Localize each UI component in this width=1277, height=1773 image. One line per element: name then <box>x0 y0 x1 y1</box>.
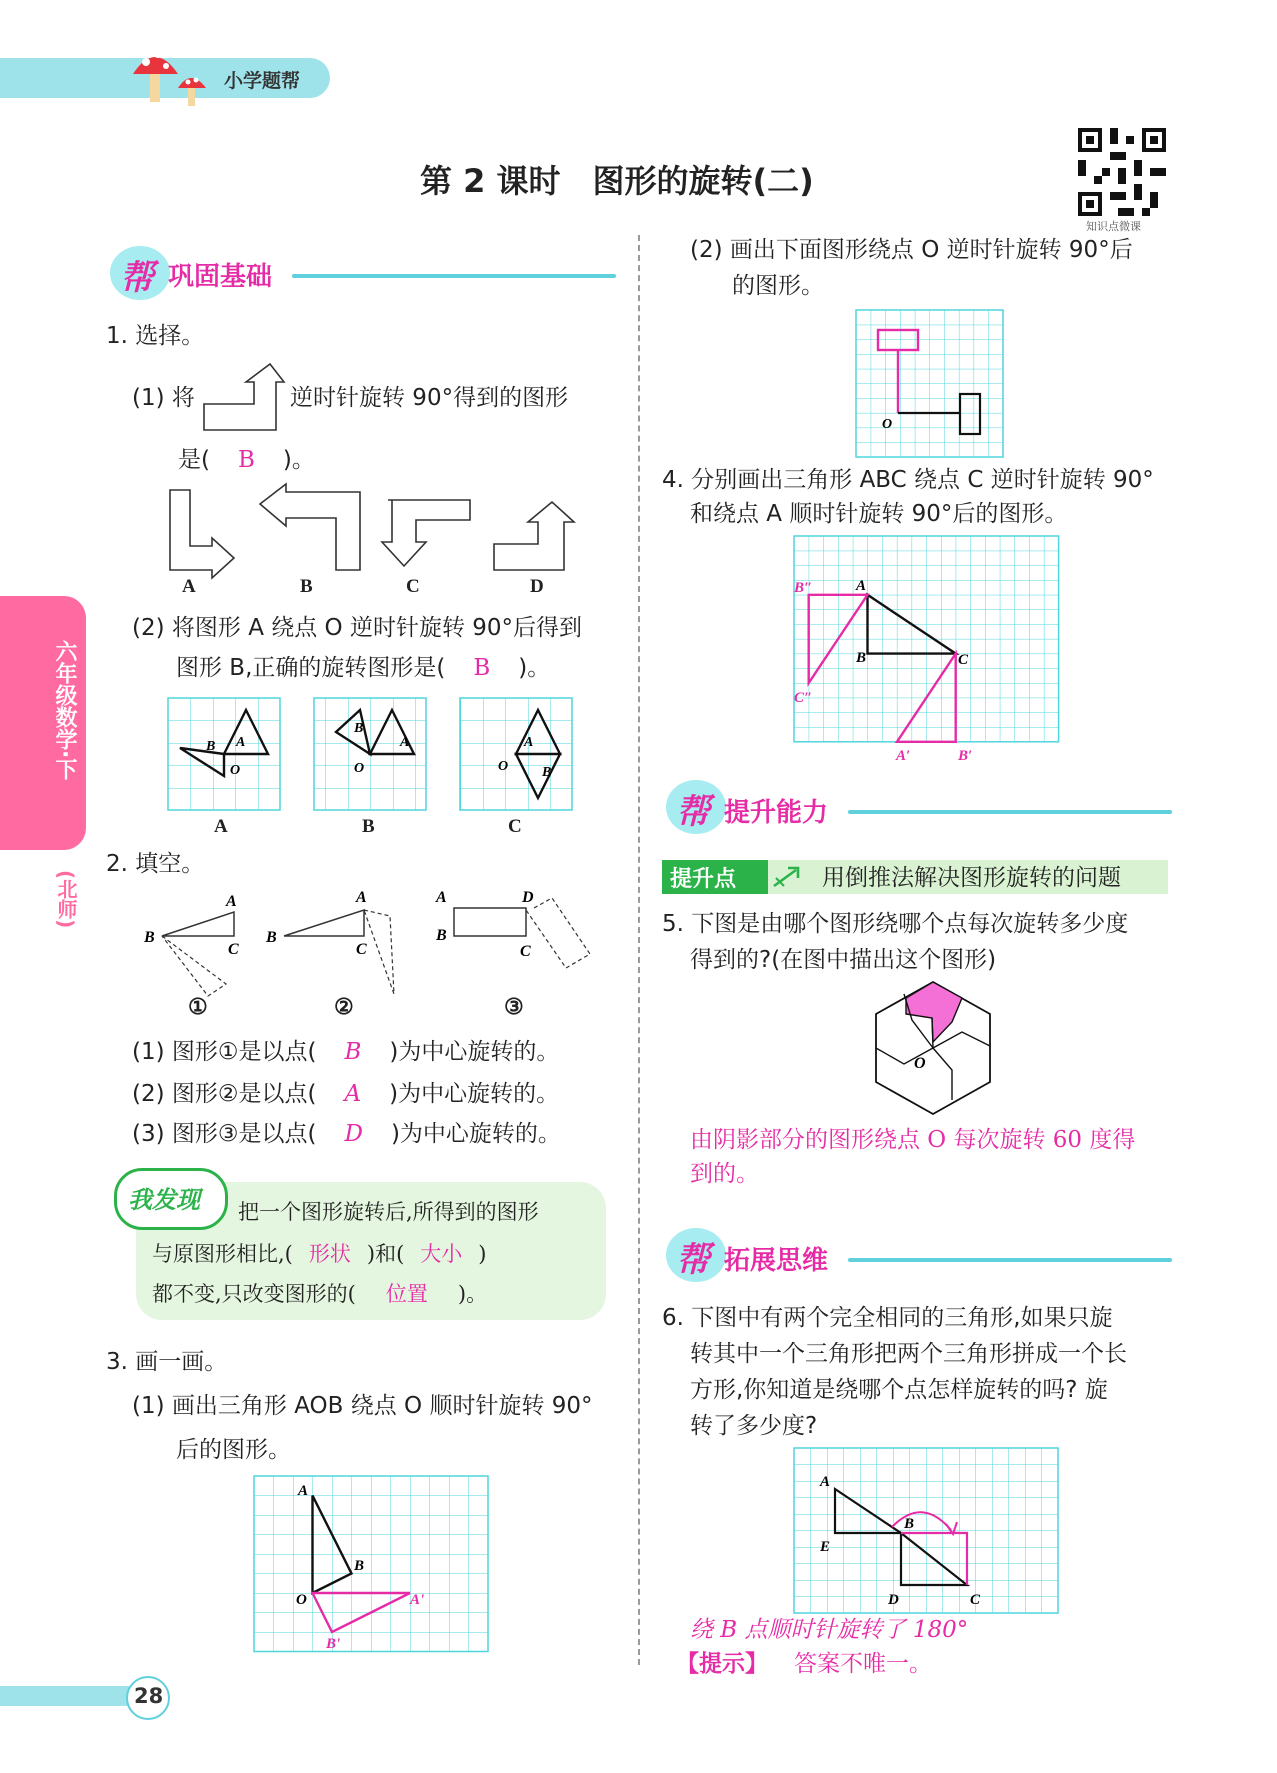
svg-text:B: B <box>904 1516 915 1532</box>
arrow-icon <box>770 864 806 890</box>
svg-text:B″: B″ <box>794 580 813 596</box>
svg-text:B: B <box>354 1558 365 1574</box>
svg-text:O: O <box>296 1592 307 1608</box>
q2-figure-label-1: ① <box>188 994 208 1019</box>
q1-option2-label-b: B <box>362 816 375 837</box>
qr-code[interactable] <box>1078 128 1166 216</box>
discover-answer-2: 大小 <box>420 1242 463 1266</box>
discover-line-2: 与原图形相比,( 形状 )和( 大小 ) <box>152 1242 487 1266</box>
q1-p2-line2: 图形 B,正确的旋转图形是( B )。 <box>176 655 551 681</box>
svg-text:C: C <box>970 1592 981 1608</box>
discover-answer-3: 位置 <box>385 1282 428 1306</box>
discover-line-1: 把一个图形旋转后,所得到的图形 <box>238 1200 539 1224</box>
svg-text:A: A <box>356 889 367 906</box>
side-tab-grade: 六年级数学·下 <box>52 640 77 781</box>
svg-text:O: O <box>914 1055 926 1072</box>
q3-p1-grid <box>254 1476 488 1652</box>
q6-hint-label: 【提示】 <box>676 1651 768 1677</box>
q1-p1-prefix: (1) 将 <box>132 385 195 411</box>
svg-text:E: E <box>820 1539 831 1555</box>
section-badge: 帮 <box>120 258 154 298</box>
q6-line-2: 转其中一个三角形把两个三角形拼成一个长 <box>690 1341 1127 1367</box>
q2-answer-3: D <box>344 1121 363 1147</box>
section-improve-header <box>662 782 1172 830</box>
q5-answer-2: 到的。 <box>690 1161 759 1187</box>
q4-line-2: 和绕点 A 顺时针旋转 90°后的图形。 <box>690 501 1068 527</box>
q1-option2-label-a: A <box>214 816 228 837</box>
q2-answer-1: B <box>344 1039 362 1065</box>
svg-text:C: C <box>228 941 239 958</box>
q1-option-label-d: D <box>530 576 544 597</box>
q2-figure-label-3: ③ <box>504 994 524 1019</box>
q2-answer-2: A <box>344 1081 362 1107</box>
q3-p2-line1: (2) 画出下面图形绕点 O 逆时针旋转 90°后 <box>690 237 1133 263</box>
svg-text:B: B <box>206 739 216 754</box>
q2-row-2: (2) 图形②是以点( A )为中心旋转的。 <box>132 1081 560 1107</box>
q1-p2-answer: B <box>473 655 491 681</box>
q4-grid <box>794 536 1060 764</box>
svg-text:A: A <box>436 889 447 906</box>
q1-option-label-c: C <box>406 576 420 597</box>
svg-text:B: B <box>542 765 552 780</box>
q1-option-label-b: B <box>300 576 313 597</box>
q5-hexagon-figure <box>868 980 998 1120</box>
svg-text:A: A <box>524 735 534 750</box>
footer-band <box>0 1686 140 1706</box>
svg-text:D: D <box>522 889 534 906</box>
q1-rotation-options <box>168 698 574 814</box>
svg-text:B: B <box>436 927 447 944</box>
svg-text:D: D <box>888 1592 899 1608</box>
svg-text:C″: C″ <box>794 690 813 706</box>
q2-row-1: (1) 图形①是以点( B )为中心旋转的。 <box>132 1039 560 1065</box>
q3-p2-line2: 的图形。 <box>732 273 824 299</box>
svg-text:C: C <box>958 652 969 668</box>
svg-text:A: A <box>400 735 410 750</box>
qr-caption: 知识点微课 <box>1086 220 1141 233</box>
q6-answer: 绕 B 点顺时针旋转了 180° <box>690 1617 969 1643</box>
q5-answer-1: 由阴影部分的图形绕点 O 每次旋转 60 度得 <box>690 1127 1136 1153</box>
svg-text:B: B <box>856 650 867 666</box>
page-number: 28 <box>134 1684 164 1708</box>
discover-answer-1: 形状 <box>308 1242 351 1266</box>
svg-text:O: O <box>882 417 893 432</box>
brand-label: 小学题帮 <box>224 70 301 92</box>
column-divider <box>638 235 640 1665</box>
svg-text:A′: A′ <box>896 748 911 764</box>
page-title: 第 2 课时 图形的旋转(二) <box>420 162 814 200</box>
section-title: 拓展思维 <box>724 1246 829 1276</box>
q3-p1-line2: 后的图形。 <box>176 1437 291 1463</box>
q6-hint <box>676 1648 932 1680</box>
q3-p1-line1: (1) 画出三角形 AOB 绕点 O 顺时针旋转 90° <box>132 1393 593 1419</box>
svg-text:B′: B′ <box>958 748 973 764</box>
svg-text:A: A <box>298 1483 309 1499</box>
q6-line-1: 6. 下图中有两个完全相同的三角形,如果只旋 <box>662 1305 1113 1331</box>
svg-text:O: O <box>354 761 365 776</box>
q2-figures <box>138 888 608 1008</box>
q3-p2-grid <box>856 310 1004 458</box>
q6-hint-text: 答案不唯一。 <box>794 1651 932 1677</box>
discover-line-3: 都不变,只改变图形的( 位置 )。 <box>152 1282 488 1306</box>
q6-line-4: 转了多少度? <box>690 1413 818 1439</box>
side-tab-edition: (北师) <box>54 870 78 929</box>
svg-text:C: C <box>520 943 531 960</box>
svg-text:B: B <box>354 721 364 736</box>
q2-heading: 2. 填空。 <box>106 851 205 877</box>
q1-option-label-a: A <box>182 576 196 597</box>
section-badge: 帮 <box>676 1240 710 1280</box>
q2-row-3: (3) 图形③是以点( D )为中心旋转的。 <box>132 1121 561 1147</box>
q5-line-1: 5. 下图是由哪个图形绕哪个点每次旋转多少度 <box>662 911 1129 937</box>
svg-text:B': B' <box>326 1636 341 1652</box>
q1-source-shape <box>200 362 288 434</box>
section-title: 巩固基础 <box>168 262 273 292</box>
section-badge: 帮 <box>676 792 710 832</box>
section-expand-header <box>662 1230 1172 1278</box>
discover-badge-label: 我发现 <box>128 1186 200 1214</box>
mushroom-logo-icon <box>128 42 218 112</box>
q1-heading: 1. 选择。 <box>106 323 205 349</box>
q1-p1-answer: B <box>237 447 255 473</box>
q5-line-2: 得到的?(在图中描出这个图形) <box>690 947 997 973</box>
svg-text:A: A <box>856 578 867 594</box>
q4-line-1: 4. 分别画出三角形 ABC 绕点 C 逆时针旋转 90° <box>662 467 1154 493</box>
svg-text:O: O <box>230 763 241 778</box>
svg-text:O: O <box>498 759 509 774</box>
svg-text:A: A <box>236 735 246 750</box>
q1-p2-line1: (2) 将图形 A 绕点 O 逆时针旋转 90°后得到 <box>132 615 583 641</box>
tip-text: 用倒推法解决图形旋转的问题 <box>822 865 1121 891</box>
svg-text:A: A <box>820 1474 831 1490</box>
q6-grid <box>794 1448 1062 1612</box>
q3-heading: 3. 画一画。 <box>106 1349 228 1375</box>
svg-text:C: C <box>356 941 367 958</box>
svg-text:A: A <box>226 893 237 910</box>
tip-badge-label: 提升点 <box>670 867 737 892</box>
svg-text:A': A' <box>410 1592 425 1608</box>
q1-option2-label-c: C <box>508 816 522 837</box>
q1-p1-suffix: 逆时针旋转 90°得到的图形 <box>290 385 569 411</box>
q1-p1-line2: 是( B )。 <box>178 447 315 473</box>
q2-figure-label-2: ② <box>334 994 354 1019</box>
svg-text:B: B <box>144 929 155 946</box>
section-basic-header <box>106 246 616 298</box>
section-title: 提升能力 <box>724 798 829 828</box>
q6-line-3: 方形,你知道是绕哪个点怎样旋转的吗? 旋 <box>690 1377 1108 1403</box>
svg-text:B: B <box>266 929 277 946</box>
